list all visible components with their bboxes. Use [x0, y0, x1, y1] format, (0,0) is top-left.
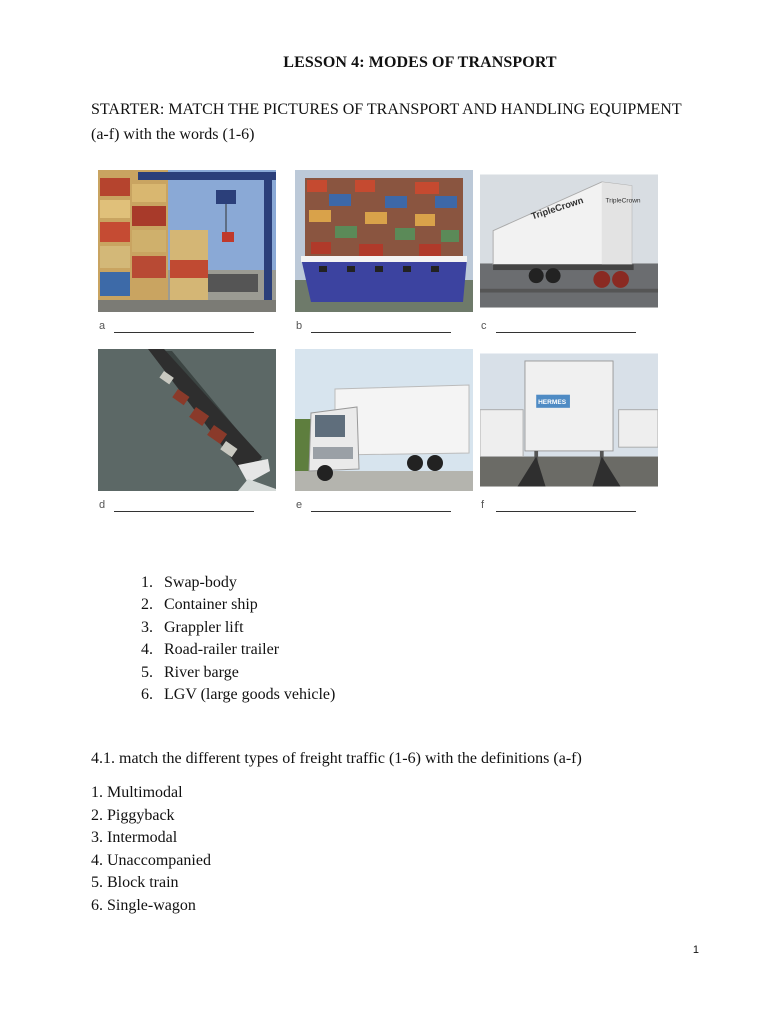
list-text: Road-railer trailer: [164, 641, 280, 659]
road-railer-photo: [480, 170, 658, 312]
freight-type-list: [91, 782, 211, 918]
answer-blank[interactable]: [496, 511, 636, 512]
list-text: River barge: [164, 663, 239, 681]
list-item: [141, 639, 335, 661]
answer-blank[interactable]: [311, 511, 451, 512]
list-text: Swap-body: [164, 574, 237, 591]
answer-blank[interactable]: [114, 511, 254, 512]
triplecrown-logo-rear: TripleCrown: [605, 197, 641, 205]
answer-blank[interactable]: [496, 332, 636, 333]
list-text: Grappler lift: [164, 618, 244, 636]
caption-e: [295, 499, 473, 515]
equipment-word-list: [141, 572, 335, 706]
lgv-truck-photo: [295, 349, 473, 491]
caption-b: [295, 320, 473, 336]
list-item: 3. Intermodal: [91, 829, 178, 847]
picture-letter: c: [481, 320, 487, 332]
list-text: Container ship: [164, 596, 258, 614]
list-item: [141, 684, 335, 706]
river-barge-photo: [98, 349, 276, 491]
hermes-logo: HERMES: [538, 399, 567, 407]
list-number: 5.: [141, 663, 153, 681]
list-item: [141, 572, 335, 594]
picture-letter: f: [481, 499, 485, 511]
container-ship-photo: [295, 170, 473, 312]
list-item: 5. Block train: [91, 874, 179, 892]
list-item: 1. Multimodal: [91, 784, 183, 801]
list-number: 6.: [141, 686, 153, 704]
list-number: 1.: [141, 574, 153, 591]
swap-body-photo: [480, 349, 658, 491]
list-number: 3.: [141, 618, 153, 636]
starter-instruction: STARTER: MATCH THE PICTURES OF TRANSPORT AND HANDLING EQUIPMENT (a-f) with the words (1-6): [91, 101, 682, 143]
list-item: 6. Single-wagon: [91, 896, 196, 914]
list-item: 4. Unaccompanied: [91, 851, 211, 869]
page-title: LESSON 4: MODES OF TRANSPORT: [283, 54, 557, 71]
caption-c: [480, 320, 658, 336]
answer-blank[interactable]: [114, 332, 254, 333]
port-crane-photo: [98, 170, 276, 312]
caption-d: [98, 499, 276, 515]
list-item: 2. Piggyback: [91, 806, 175, 824]
caption-f: [480, 499, 658, 515]
list-text: LGV (large goods vehicle): [164, 686, 336, 704]
list-item: [141, 662, 335, 684]
list-number: 4.: [141, 641, 153, 659]
page-number: 1: [692, 944, 699, 956]
picture-letter: b: [296, 320, 303, 332]
list-item: [141, 594, 335, 616]
question-4-1: 4.1. match the different types of freight traffic (1-6) with the definitions (a-f): [91, 750, 582, 767]
list-number: 2.: [141, 596, 153, 614]
picture-letter: a: [99, 320, 106, 332]
caption-a: [98, 320, 276, 336]
picture-letter: d: [99, 499, 106, 511]
answer-blank[interactable]: [311, 332, 451, 333]
triplecrown-logo: TripleCrown: [529, 195, 585, 222]
list-item: [141, 617, 335, 639]
picture-letter: e: [296, 499, 303, 511]
